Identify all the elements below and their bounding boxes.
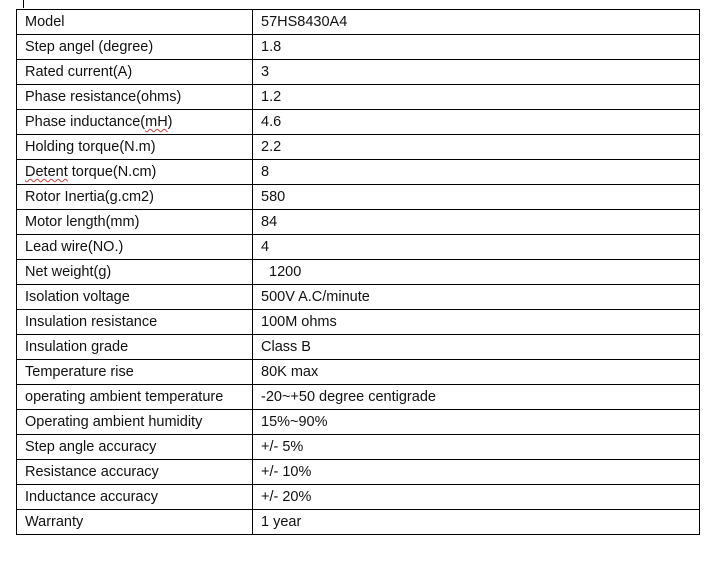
spec-label: Inductance accuracy	[17, 485, 253, 510]
spec-label: Operating ambient humidity	[17, 410, 253, 435]
table-row	[17, 185, 700, 210]
spec-value: -20~+50 degree centigrade	[253, 385, 700, 410]
table-row	[17, 435, 700, 460]
spec-label-text: )	[167, 114, 173, 130]
table-row	[17, 335, 700, 360]
spec-value: Class B	[253, 335, 700, 360]
spec-label: Warranty	[17, 510, 253, 535]
table-row	[17, 35, 700, 60]
spec-value: 84	[253, 210, 700, 235]
spec-label: Net weight(g)	[17, 260, 253, 285]
spellcheck-flagged-text: Detent	[25, 164, 68, 180]
table-row	[17, 385, 700, 410]
spec-value: +/- 20%	[253, 485, 700, 510]
spec-label: Isolation voltage	[17, 285, 253, 310]
table-row	[17, 410, 700, 435]
spec-value: 57HS8430A4	[253, 10, 700, 35]
spec-value: 80K max	[253, 360, 700, 385]
spec-label: Resistance accuracy	[17, 460, 253, 485]
spec-value: 15%~90%	[253, 410, 700, 435]
spec-value: 4.6	[253, 110, 700, 135]
table-row	[17, 135, 700, 160]
spec-value: +/- 5%	[253, 435, 700, 460]
table-row	[17, 210, 700, 235]
spec-label: Insulation grade	[17, 335, 253, 360]
table-row	[17, 485, 700, 510]
spec-label: Step angle accuracy	[17, 435, 253, 460]
spec-label: operating ambient temperature	[17, 385, 253, 410]
spec-label	[17, 160, 253, 185]
spec-label: Phase resistance(ohms)	[17, 85, 253, 110]
table-row	[17, 260, 700, 285]
spec-value: 500V A.C/minute	[253, 285, 700, 310]
spec-label	[17, 110, 253, 135]
table-row	[17, 60, 700, 85]
spec-value: 1.2	[253, 85, 700, 110]
table-row	[17, 285, 700, 310]
spec-value: 1200	[253, 260, 700, 285]
spellcheck-flagged-text: mH	[145, 114, 168, 130]
spec-label: Holding torque(N.m)	[17, 135, 253, 160]
spec-value: 580	[253, 185, 700, 210]
spec-value: +/- 10%	[253, 460, 700, 485]
spec-label-text: Phase inductance(	[25, 114, 146, 130]
spec-value: 4	[253, 235, 700, 260]
table-row	[17, 85, 700, 110]
spec-value: 2.2	[253, 135, 700, 160]
spec-label: Insulation resistance	[17, 310, 253, 335]
spec-value: 100M ohms	[253, 310, 700, 335]
table-row	[17, 160, 700, 185]
spec-value: 1 year	[253, 510, 700, 535]
spec-label: Rotor Inertia(g.cm2)	[17, 185, 253, 210]
spec-label: Motor length(mm)	[17, 210, 253, 235]
spec-value: 3	[253, 60, 700, 85]
spec-label-text: torque(N.cm)	[67, 164, 157, 180]
table-row	[17, 110, 700, 135]
text-cursor-mark	[23, 0, 24, 8]
table-row	[17, 235, 700, 260]
table-row	[17, 360, 700, 385]
table-row	[17, 310, 700, 335]
table-row	[17, 460, 700, 485]
table-row	[17, 510, 700, 535]
spec-label: Step angel (degree)	[17, 35, 253, 60]
spec-label: Model	[17, 10, 253, 35]
spec-label: Rated current(A)	[17, 60, 253, 85]
spec-value: 8	[253, 160, 700, 185]
spec-label: Temperature rise	[17, 360, 253, 385]
spec-label: Lead wire(NO.)	[17, 235, 253, 260]
table-row	[17, 10, 700, 35]
motor-spec-table	[16, 9, 700, 535]
spec-value: 1.8	[253, 35, 700, 60]
